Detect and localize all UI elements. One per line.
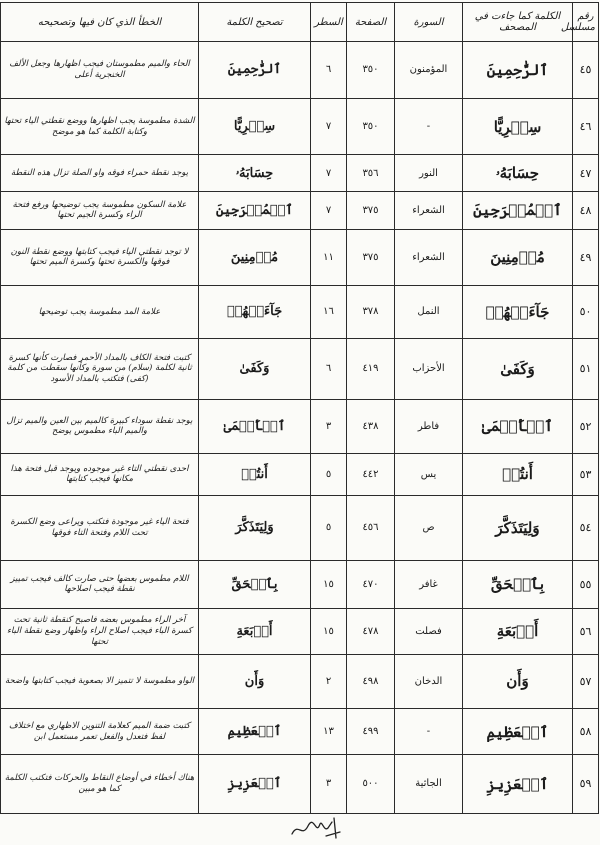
row-correction: ٱلۡأَعۡمَىٰ xyxy=(199,399,311,454)
row-page: ٤٤٢ xyxy=(347,454,395,495)
row-note: الحاء والميم مطموستان فيجب اظهارها وجعل الألف الخنجرية أعلى xyxy=(1,42,199,99)
row-word: جَآءَتۡهُمۡ xyxy=(463,286,573,338)
row-num: ٥٥ xyxy=(573,560,599,608)
row-correction: حِسَابَهُۥ xyxy=(199,155,311,192)
row-word: ٱلرَّٰحِمِينَ xyxy=(463,42,573,99)
row-correction: ٱلۡعَظِيمِ xyxy=(199,709,311,755)
row-word: وَأَن xyxy=(463,654,573,709)
row-note: علامة المد مطموسة يجب توضيحها xyxy=(1,286,199,338)
row-note: اللام مطموس بعضها حتى صارت كالف فيجب تمييز نقطة فيجب اصلاحها xyxy=(1,560,199,608)
table-row xyxy=(1,454,599,495)
row-word: ٱلۡمُخۡرَجِينَ xyxy=(463,192,573,229)
row-note: علامة السكون مطموسة يجب توضيحها ورفع فتحة الراء وكسرة الجيم تحتها xyxy=(1,192,199,229)
row-num: ٤٨ xyxy=(573,192,599,229)
corrections-table xyxy=(0,2,599,814)
table-body xyxy=(1,42,599,814)
table-row xyxy=(1,42,599,99)
table-row xyxy=(1,709,599,755)
row-note: احدى نقطتي التاء غير موجوده ويوجد قبل فتحة هذا مكانها فيجب كتابتها xyxy=(1,454,199,495)
row-line: ٧ xyxy=(311,98,347,155)
table-row xyxy=(1,98,599,155)
row-surah: - xyxy=(395,98,463,155)
row-word: ٱلۡعَظِيمِ xyxy=(463,709,573,755)
table-row xyxy=(1,560,599,608)
row-note: هناك أخطاء في أوضاع النقاط والحركات فتكتب الكلمة كما هو مبين xyxy=(1,754,199,813)
row-word: ٱلۡأَعۡمَىٰ xyxy=(463,399,573,454)
row-line: ٢ xyxy=(311,654,347,709)
row-word: حِسَابَهُۥ xyxy=(463,155,573,192)
row-num: ٥٩ xyxy=(573,754,599,813)
table-row xyxy=(1,338,599,399)
row-surah: - xyxy=(395,709,463,755)
row-surah: الجاثية xyxy=(395,754,463,813)
row-surah: النمل xyxy=(395,286,463,338)
row-word: بِٱلۡحَقِّ xyxy=(463,560,573,608)
row-correction: وَلِيَتَذَكَّرَ xyxy=(199,495,311,560)
row-num: ٤٧ xyxy=(573,155,599,192)
row-page: ٥٠٠ xyxy=(347,754,395,813)
row-line: ٥ xyxy=(311,495,347,560)
row-page: ٣٥٠ xyxy=(347,98,395,155)
row-num: ٥٤ xyxy=(573,495,599,560)
row-surah: الدخان xyxy=(395,654,463,709)
row-line: ٣ xyxy=(311,399,347,454)
row-note: كتبت ضمة الميم كعلامة التنوين الاظهاري مع اختلاف لفظ فتعدل والفعل تعمر مستعمل ابن xyxy=(1,709,199,755)
table-row xyxy=(1,654,599,709)
row-correction: وَكَفَىٰ xyxy=(199,338,311,399)
row-surah: النور xyxy=(395,155,463,192)
row-surah: الشعراء xyxy=(395,229,463,286)
row-surah: فاطر xyxy=(395,399,463,454)
row-line: ١٥ xyxy=(311,608,347,654)
row-line: ٦ xyxy=(311,338,347,399)
row-word: أَنتُمۡ xyxy=(463,454,573,495)
row-surah: يس xyxy=(395,454,463,495)
table-row xyxy=(1,229,599,286)
header-page: الصفحة xyxy=(347,3,395,42)
row-num: ٤٦ xyxy=(573,98,599,155)
header-note: الخطأ الذي كان فيها وتصحيحه xyxy=(1,3,199,42)
row-correction: جَآءَتۡهُمۡ xyxy=(199,286,311,338)
row-word: سِخۡرِيًّا xyxy=(463,98,573,155)
table-row xyxy=(1,399,599,454)
row-page: ٣٥٦ xyxy=(347,155,395,192)
row-line: ٥ xyxy=(311,454,347,495)
row-line: ٦ xyxy=(311,42,347,99)
row-correction: مُؤۡمِنِينَ xyxy=(199,229,311,286)
row-note: يوجد نقطة سوداء كبيرة كالميم بين العين والميم تزال والميم الباء مطموس يوضح xyxy=(1,399,199,454)
row-note: الواو مطموسة لا تتميز الا بصعوبة فيجب كتابتها واضحة xyxy=(1,654,199,709)
row-page: ٤١٩ xyxy=(347,338,395,399)
row-line: ٣ xyxy=(311,754,347,813)
table-row xyxy=(1,495,599,560)
header-line: السطر xyxy=(311,3,347,42)
table-row xyxy=(1,608,599,654)
row-num: ٥٨ xyxy=(573,709,599,755)
header-surah: السورة xyxy=(395,3,463,42)
row-correction: ٱلۡعَزِيزِ xyxy=(199,754,311,813)
row-page: ٤٣٨ xyxy=(347,399,395,454)
row-correction: أَنتُمۡ xyxy=(199,454,311,495)
row-page: ٣٧٥ xyxy=(347,192,395,229)
row-correction: ٱلرَّٰحِمِينَ xyxy=(199,42,311,99)
table-row xyxy=(1,192,599,229)
row-surah: الشعراء xyxy=(395,192,463,229)
row-num: ٤٩ xyxy=(573,229,599,286)
row-page: ٤٧٠ xyxy=(347,560,395,608)
row-page: ٣٥٠ xyxy=(347,42,395,99)
row-page: ٤٩٨ xyxy=(347,654,395,709)
row-page: ٣٧٥ xyxy=(347,229,395,286)
row-page: ٤٥٦ xyxy=(347,495,395,560)
row-word: وَكَفَىٰ xyxy=(463,338,573,399)
row-line: ١٥ xyxy=(311,560,347,608)
row-surah: الأحزاب xyxy=(395,338,463,399)
row-page: ٣٧٨ xyxy=(347,286,395,338)
table-row xyxy=(1,155,599,192)
row-note: الشدة مطموسة يجب اظهارها ووضع نقطتي الياء تحتها وكتابة الكلمة كما هو موضح xyxy=(1,98,199,155)
header-word: الكلمة كما جاءت في المصحف xyxy=(463,3,573,42)
row-surah: فصلت xyxy=(395,608,463,654)
row-num: ٥٠ xyxy=(573,286,599,338)
table-row xyxy=(1,754,599,813)
row-note: فتحة الياء غير موجودة فتكتب ويراعى وضع الكسرة تحت اللام وفتحة التاء فوقها xyxy=(1,495,199,560)
row-note: كتبت فتحة الكاف بالمداد الأحمر فصارت كأنها كسرة ثانية لكلمة (سلام) من سورة وكأنها سقطت من كلمة (كفى) فتكتب بالمداد الأسود xyxy=(1,338,199,399)
row-num: ٤٥ xyxy=(573,42,599,99)
table-row xyxy=(1,286,599,338)
row-word: أَرۡبَعَةِ xyxy=(463,608,573,654)
row-correction: بِٱلۡحَقِّ xyxy=(199,560,311,608)
row-correction: ٱلۡمُخۡرَجِينَ xyxy=(199,192,311,229)
row-line: ١١ xyxy=(311,229,347,286)
row-note: آخر الراء مطموس بعضه فاصبح كنقطة ثانية تحت كسرة الباء فيجب اصلاح الراء واظهار وضع نقطة الباء تحتها xyxy=(1,608,199,654)
header-correction: تصحيح الكلمة xyxy=(199,3,311,42)
row-page: ٤٧٨ xyxy=(347,608,395,654)
row-line: ١٣ xyxy=(311,709,347,755)
signature-icon xyxy=(288,814,348,842)
row-surah: المؤمنون xyxy=(395,42,463,99)
row-note: يوجد نقطة حمراء فوقه واو الصلة تزال هذه النقطة xyxy=(1,155,199,192)
row-correction: أَرۡبَعَةِ xyxy=(199,608,311,654)
row-note: لا توجد نقطتي الياء فيجب كتابتها ووضع نقطة النون فوقها والكسرة تحتها وكسرة الميم تحتها xyxy=(1,229,199,286)
row-surah: ص xyxy=(395,495,463,560)
row-surah: غافر xyxy=(395,560,463,608)
row-line: ٧ xyxy=(311,155,347,192)
row-page: ٤٩٩ xyxy=(347,709,395,755)
row-num: ٥١ xyxy=(573,338,599,399)
row-correction: وَأَن xyxy=(199,654,311,709)
row-num: ٥٦ xyxy=(573,608,599,654)
header-num: رقم مسلسل xyxy=(573,3,599,42)
row-line: ٧ xyxy=(311,192,347,229)
row-correction: سِخۡرِيًّا xyxy=(199,98,311,155)
row-num: ٥٧ xyxy=(573,654,599,709)
header-row xyxy=(1,3,599,42)
row-num: ٥٣ xyxy=(573,454,599,495)
row-line: ١٦ xyxy=(311,286,347,338)
row-word: مُؤۡمِنِينَ xyxy=(463,229,573,286)
row-word: وَلِيَتَذَكَّرَ xyxy=(463,495,573,560)
row-word: ٱلۡعَزِيزِ xyxy=(463,754,573,813)
row-num: ٥٢ xyxy=(573,399,599,454)
